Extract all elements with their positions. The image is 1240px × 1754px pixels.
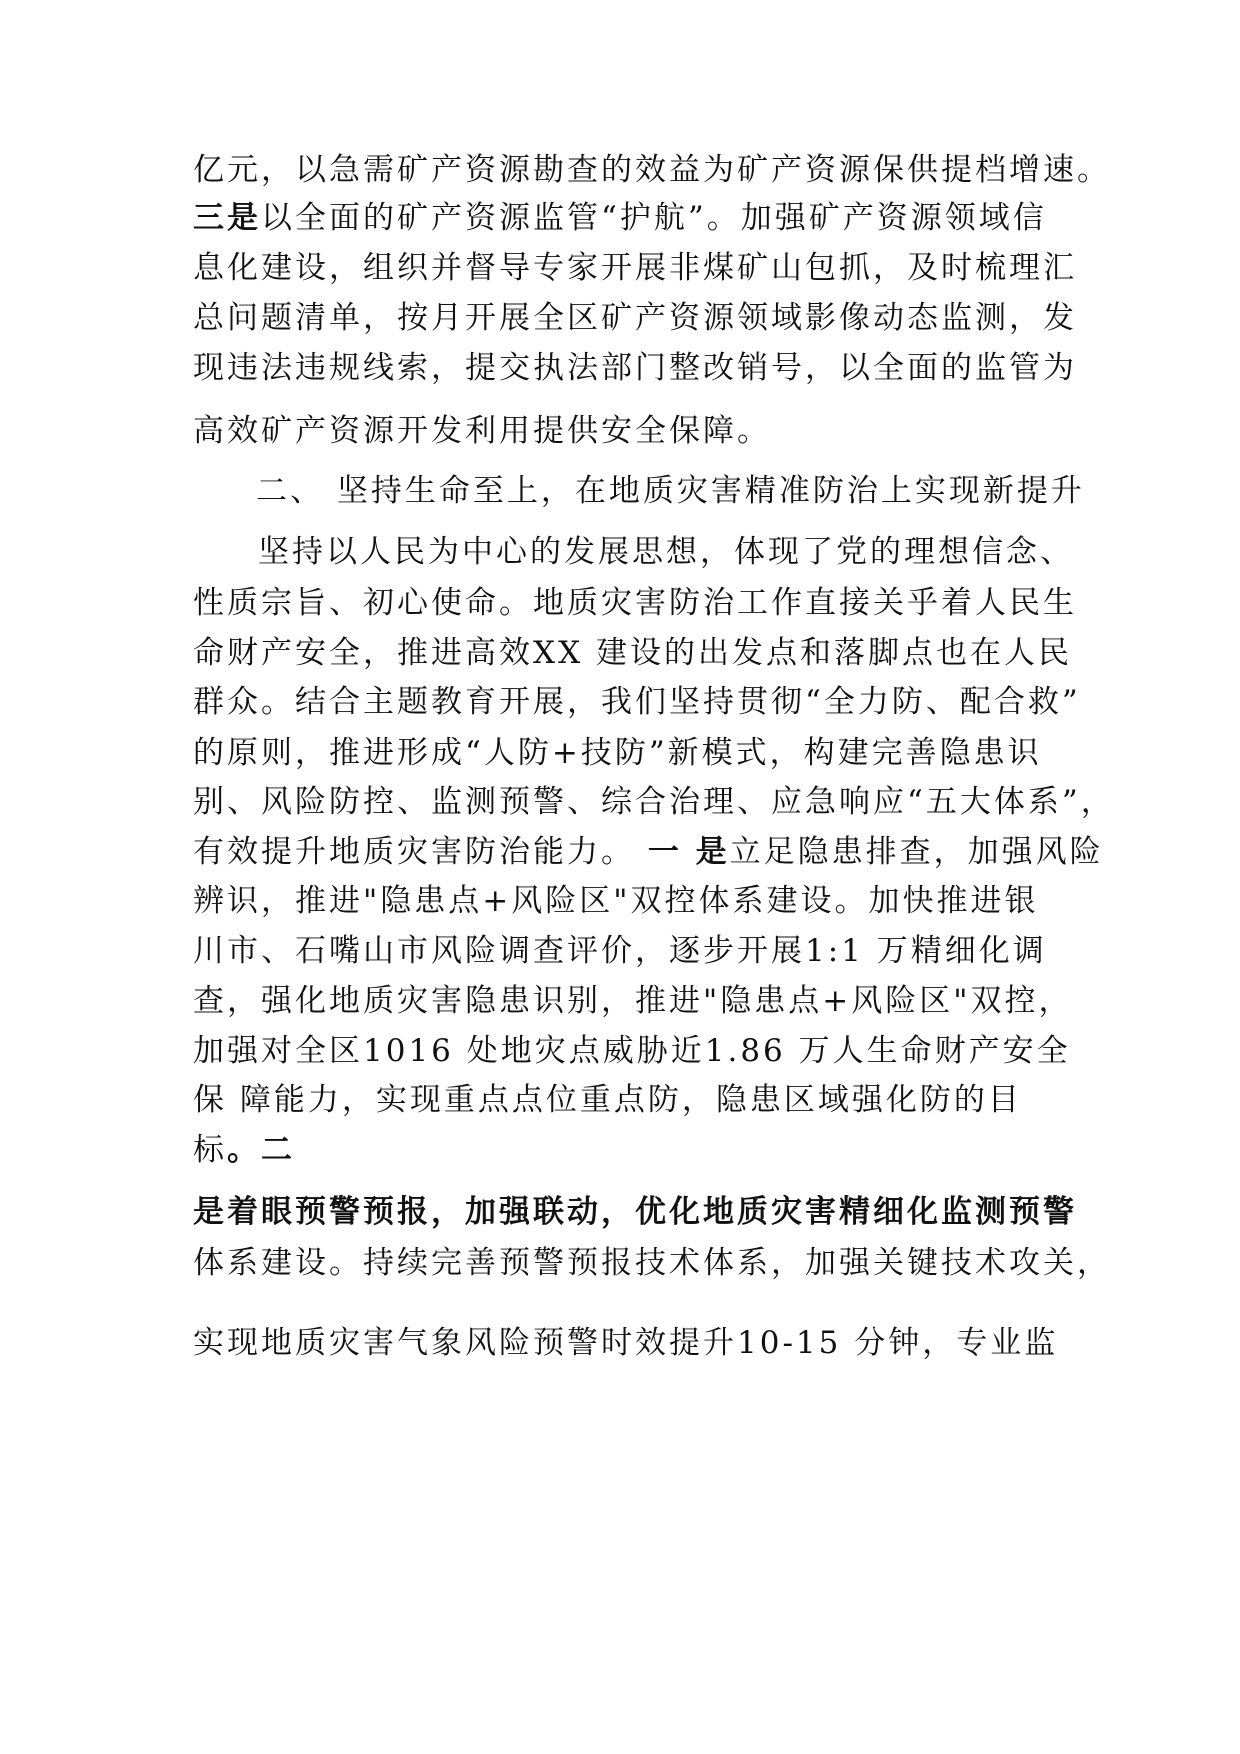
bold-run: 一 是 xyxy=(647,834,730,870)
text-run: 别、风险防控、监测预警、综合治理、应急响应“五大体系”， xyxy=(193,784,1115,820)
text-run: 总问题清单，按月开展全区矿产资源领域影像动态监测，发 xyxy=(193,300,1077,336)
text-line-11 xyxy=(193,682,1081,722)
text-line-21 xyxy=(193,1192,1077,1232)
text-run: 体系建设。持续完善预警预报技术体系，加强关键技术攻关， xyxy=(193,1245,1111,1281)
text-line-6 xyxy=(193,411,771,451)
text-run: 保 障能力，实现重点点位重点防，隐患区域强化防的目 xyxy=(193,1082,1022,1118)
text-line-10 xyxy=(193,633,1072,673)
text-line-12 xyxy=(193,733,1042,773)
text-line-16 xyxy=(193,931,1047,971)
text-line-4 xyxy=(193,298,1077,338)
text-line-5 xyxy=(193,348,1077,388)
text-line-18 xyxy=(193,1031,1071,1071)
text-run: 实现地质灾害气象风险预警时效提升10-15 分钟，专业监 xyxy=(193,1325,1059,1361)
bold-run: 是着眼预警预报，加强联动，优化地质灾害精细化监测预警 xyxy=(193,1194,1077,1230)
text-run: 加强对全区1016 处地灾点威胁近1.86 万人生命财产安全 xyxy=(193,1033,1071,1069)
text-line-22 xyxy=(193,1243,1111,1283)
text-line-15 xyxy=(193,881,1039,921)
bold-run: 三是 xyxy=(193,200,261,236)
text-line-3 xyxy=(193,248,1077,288)
text-run: 辨识，推进"隐患点+风险区"双控体系建设。加快推进银 xyxy=(193,883,1039,919)
text-line-8 xyxy=(258,532,1074,572)
text-line-9 xyxy=(193,583,1077,623)
text-run: 命财产安全，推进高效XX 建设的出发点和落脚点也在人民 xyxy=(193,635,1072,671)
text-line-19 xyxy=(193,1080,1022,1120)
text-run: 的原则，推进形成“人防+技防”新模式，构建完善隐患识 xyxy=(193,735,1042,771)
text-line-20 xyxy=(193,1130,295,1170)
text-line-17 xyxy=(193,981,1073,1021)
text-line-13 xyxy=(193,782,1115,822)
text-run: 高效矿产资源开发利用提供安全保障。 xyxy=(193,413,771,449)
text-run: 有效提升地质灾害防治能力。 xyxy=(193,834,648,870)
text-run: 现违法违规线索，提交执法部门整改销号，以全面的监管为 xyxy=(193,350,1077,386)
text-run: 性质宗旨、初心使命。地质灾害防治工作直接关乎着人民生 xyxy=(193,585,1077,621)
text-run: 亿元，以急需矿产资源勘查的效益为矿产资源保供提档增速。 xyxy=(193,152,1111,188)
text-run: 标 xyxy=(193,1132,227,1168)
text-run: 坚持以人民为中心的发展思想，体现了党的理想信念、 xyxy=(258,534,1074,570)
text-run: 以全面的矿产资源监管“护航”。加强矿产资源领域信 xyxy=(261,200,1047,236)
text-line-1 xyxy=(193,150,1111,190)
text-run: 川市、石嘴山市风险调查评价，逐步开展1:1 万精细化调 xyxy=(193,933,1047,969)
text-run: 息化建设，组织并督导专家开展非煤矿山包抓，及时梳理汇 xyxy=(193,250,1077,286)
bold-run: 。二 xyxy=(227,1132,295,1168)
text-run: 查，强化地质灾害隐患识别，推进"隐患点+风险区"双控， xyxy=(193,983,1073,1019)
text-run: 群众。结合主题教育开展，我们坚持贯彻“全力防、配合救” xyxy=(193,684,1081,720)
text-line-14 xyxy=(193,832,1104,872)
text-run: 二、 坚持生命至上，在地质灾害精准防治上实现新提升 xyxy=(256,473,1085,509)
text-line-2 xyxy=(193,198,1047,238)
text-run: 立足隐患排查，加强风险 xyxy=(729,834,1104,870)
section-heading xyxy=(256,471,1085,511)
text-line-23 xyxy=(193,1323,1058,1363)
